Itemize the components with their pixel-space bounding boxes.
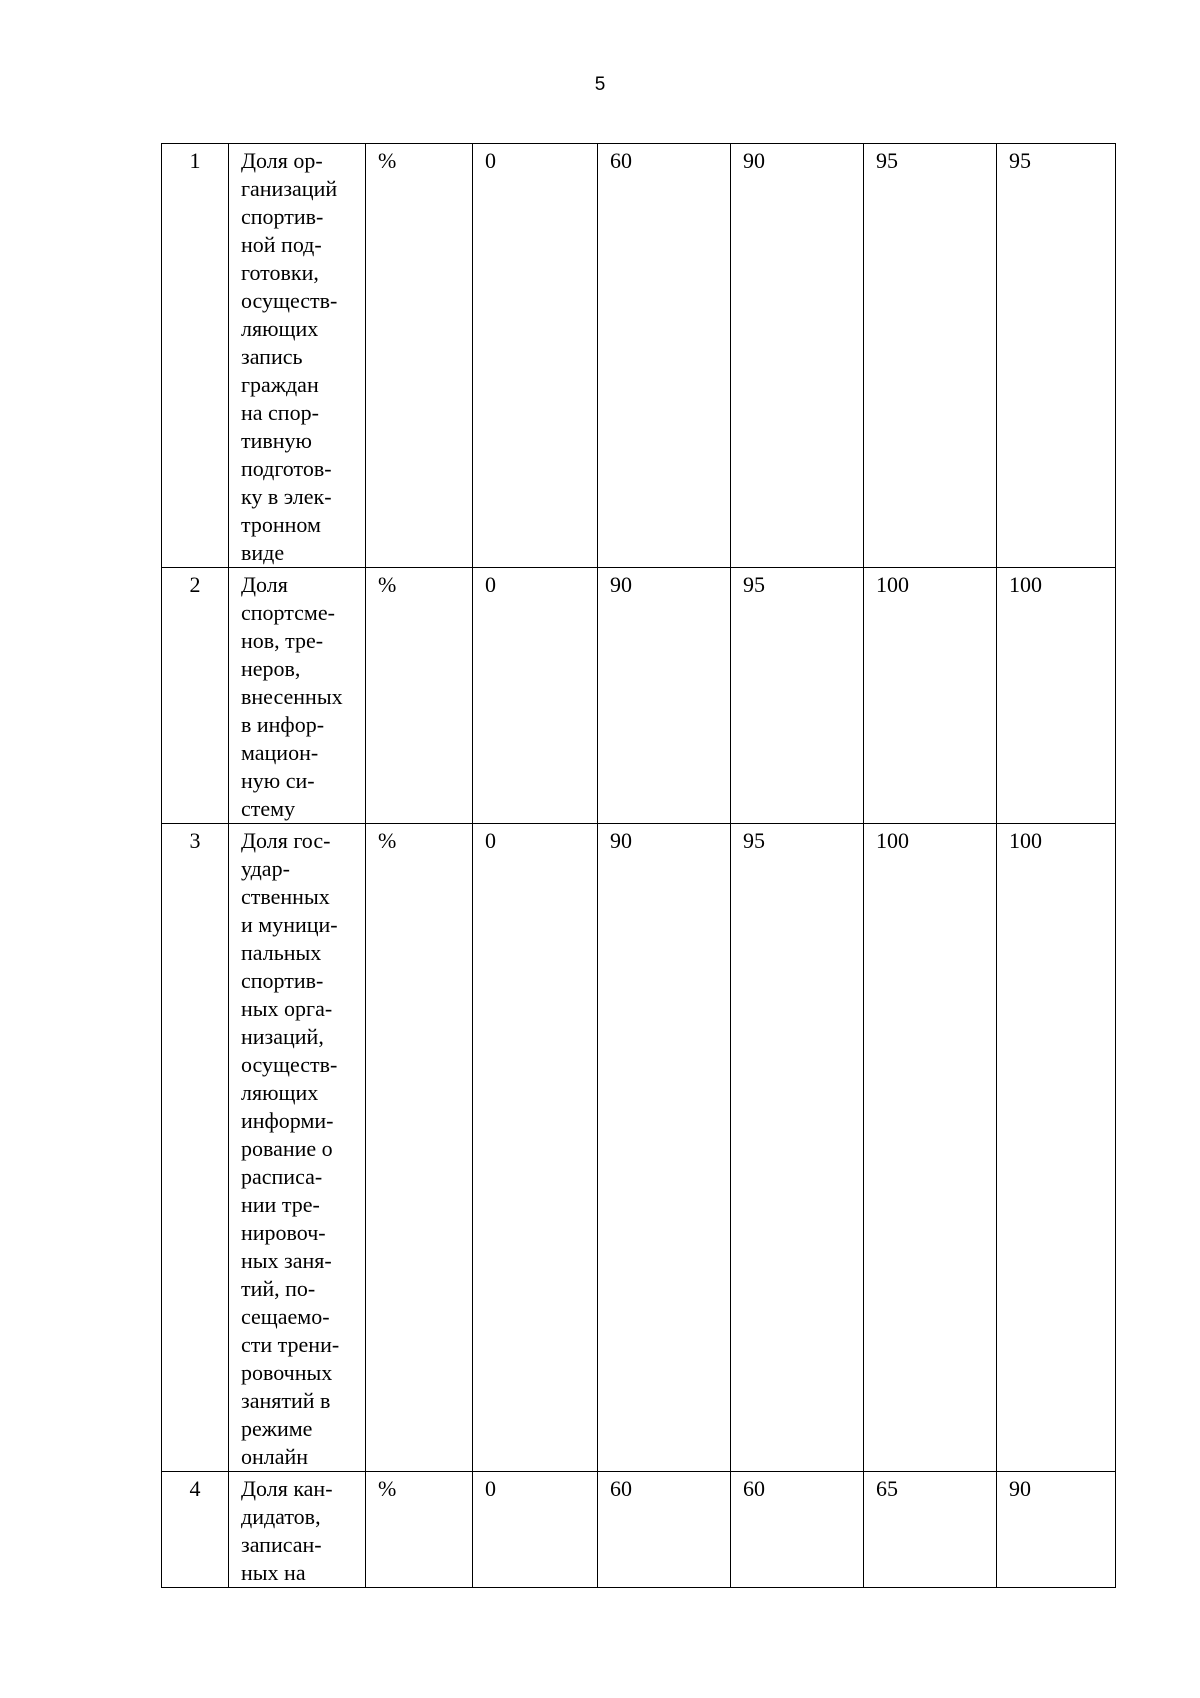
- value: 65: [876, 1476, 898, 1501]
- indicator-name-line: спортив-: [241, 968, 324, 993]
- table-row: [162, 568, 1116, 824]
- indicator-name-line: неров,: [241, 656, 301, 681]
- page-number: 5: [594, 74, 606, 95]
- value: 90: [743, 148, 765, 173]
- value-cell: [864, 824, 997, 1472]
- indicator-name-line: нии тре-: [241, 1192, 320, 1217]
- row-number: 4: [189, 1476, 201, 1501]
- value-cell: [598, 1472, 731, 1588]
- table-row: [162, 824, 1116, 1472]
- value-cell: [731, 1472, 864, 1588]
- value-cell: [864, 144, 997, 568]
- unit-cell: [366, 568, 473, 824]
- unit-cell: [366, 1472, 473, 1588]
- indicator-name-line: рование о: [241, 1136, 333, 1161]
- indicator-name-line: удар-: [241, 856, 290, 881]
- indicator-name-line: Доля кан-: [241, 1476, 333, 1501]
- indicator-name-line: ной под-: [241, 232, 322, 257]
- indicator-name-line: дидатов,: [241, 1504, 321, 1529]
- indicator-name-line: занятий в: [241, 1388, 331, 1413]
- indicator-name-line: сещаемо-: [241, 1304, 330, 1329]
- value: 60: [743, 1476, 765, 1501]
- indicator-name-cell: [229, 1472, 366, 1588]
- indicator-name-line: ных орга-: [241, 996, 333, 1021]
- value: 100: [1009, 572, 1042, 597]
- unit: %: [378, 828, 397, 853]
- value: 0: [485, 1476, 496, 1501]
- value-cell: [731, 568, 864, 824]
- unit-cell: [366, 144, 473, 568]
- unit: %: [378, 1476, 397, 1501]
- indicator-name-line: расписа-: [241, 1164, 323, 1189]
- indicator-name-line: ляющих: [241, 1080, 319, 1105]
- indicator-name-line: ляющих: [241, 316, 319, 341]
- indicator-name-line: стему: [241, 796, 296, 821]
- value: 95: [1009, 148, 1031, 173]
- unit: %: [378, 148, 397, 173]
- indicator-name-line: внесенных: [241, 684, 343, 709]
- value-cell: [997, 824, 1116, 1472]
- indicator-name-line: Доля: [241, 572, 288, 597]
- value-cell: [731, 824, 864, 1472]
- table-row: [162, 1472, 1116, 1588]
- indicator-name-line: ку в элек-: [241, 484, 332, 509]
- indicator-name: [241, 824, 365, 1471]
- indicator-name: [241, 1472, 365, 1587]
- indicator-name-cell: [229, 568, 366, 824]
- value: 100: [1009, 828, 1042, 853]
- table-row: [162, 144, 1116, 568]
- row-number: 2: [189, 572, 201, 597]
- indicator-name-line: онлайн: [241, 1444, 309, 1469]
- row-number-cell: [162, 568, 229, 824]
- value: 60: [610, 148, 632, 173]
- value: 0: [485, 572, 496, 597]
- indicator-name-line: информи-: [241, 1108, 334, 1133]
- value-cell: [598, 824, 731, 1472]
- indicator-name-line: осуществ-: [241, 1052, 338, 1077]
- indicator-name-line: спортсме-: [241, 600, 335, 625]
- indicator-name-line: Доля гос-: [241, 828, 331, 853]
- indicator-name-line: тивную: [241, 428, 312, 453]
- row-number-cell: [162, 144, 229, 568]
- indicator-name: [241, 568, 365, 823]
- value-cell: [997, 568, 1116, 824]
- value-cell: [731, 144, 864, 568]
- value: 100: [876, 572, 909, 597]
- indicator-name-line: нировоч-: [241, 1220, 326, 1245]
- row-number-cell: [162, 1472, 229, 1588]
- indicator-name-line: мацион-: [241, 740, 319, 765]
- indicator-name-line: готовки,: [241, 260, 319, 285]
- indicator-name-line: подготов-: [241, 456, 332, 481]
- indicator-name-line: записан-: [241, 1532, 322, 1557]
- value-cell: [997, 144, 1116, 568]
- value: 60: [610, 1476, 632, 1501]
- indicator-name-line: Доля ор-: [241, 148, 323, 173]
- indicator-name-line: ганизаций: [241, 176, 338, 201]
- indicator-name-line: ровочных: [241, 1360, 333, 1385]
- value-cell: [864, 1472, 997, 1588]
- row-number: 3: [189, 828, 201, 853]
- value: 90: [610, 828, 632, 853]
- unit-cell: [366, 824, 473, 1472]
- indicator-name: [241, 144, 365, 567]
- indicator-name-line: сти трени-: [241, 1332, 340, 1357]
- row-number: 1: [189, 148, 201, 173]
- indicator-name-line: тронном: [241, 512, 321, 537]
- value: 90: [1009, 1476, 1031, 1501]
- indicator-name-line: виде: [241, 540, 285, 565]
- indicator-name-line: ственных: [241, 884, 330, 909]
- indicator-name-line: режиме: [241, 1416, 313, 1441]
- indicator-name-line: и муници-: [241, 912, 338, 937]
- value: 90: [610, 572, 632, 597]
- value: 100: [876, 828, 909, 853]
- indicator-name-line: нов, тре-: [241, 628, 324, 653]
- value: 0: [485, 148, 496, 173]
- indicator-name-cell: [229, 824, 366, 1472]
- value: 95: [743, 572, 765, 597]
- value-cell: [473, 824, 598, 1472]
- indicators-table: [161, 143, 1116, 1588]
- indicator-name-cell: [229, 144, 366, 568]
- value-cell: [473, 568, 598, 824]
- indicator-name-line: осуществ-: [241, 288, 338, 313]
- value-cell: [598, 144, 731, 568]
- value-cell: [473, 144, 598, 568]
- indicator-name-line: граждан: [241, 372, 319, 397]
- value-cell: [598, 568, 731, 824]
- value: 95: [743, 828, 765, 853]
- value-cell: [864, 568, 997, 824]
- indicator-name-line: запись: [241, 344, 303, 369]
- table-body: [162, 144, 1116, 1588]
- indicator-name-line: на спор-: [241, 400, 319, 425]
- indicator-name-line: низаций,: [241, 1024, 324, 1049]
- value-cell: [997, 1472, 1116, 1588]
- value: 95: [876, 148, 898, 173]
- value-cell: [473, 1472, 598, 1588]
- indicator-name-line: спортив-: [241, 204, 324, 229]
- row-number-cell: [162, 824, 229, 1472]
- indicator-name-line: пальных: [241, 940, 322, 965]
- value: 0: [485, 828, 496, 853]
- indicator-name-line: в инфор-: [241, 712, 325, 737]
- indicator-name-line: ную си-: [241, 768, 315, 793]
- indicator-name-line: ных заня-: [241, 1248, 332, 1273]
- indicator-name-line: ных на: [241, 1560, 306, 1585]
- unit: %: [378, 572, 397, 597]
- indicator-name-line: тий, по-: [241, 1276, 316, 1301]
